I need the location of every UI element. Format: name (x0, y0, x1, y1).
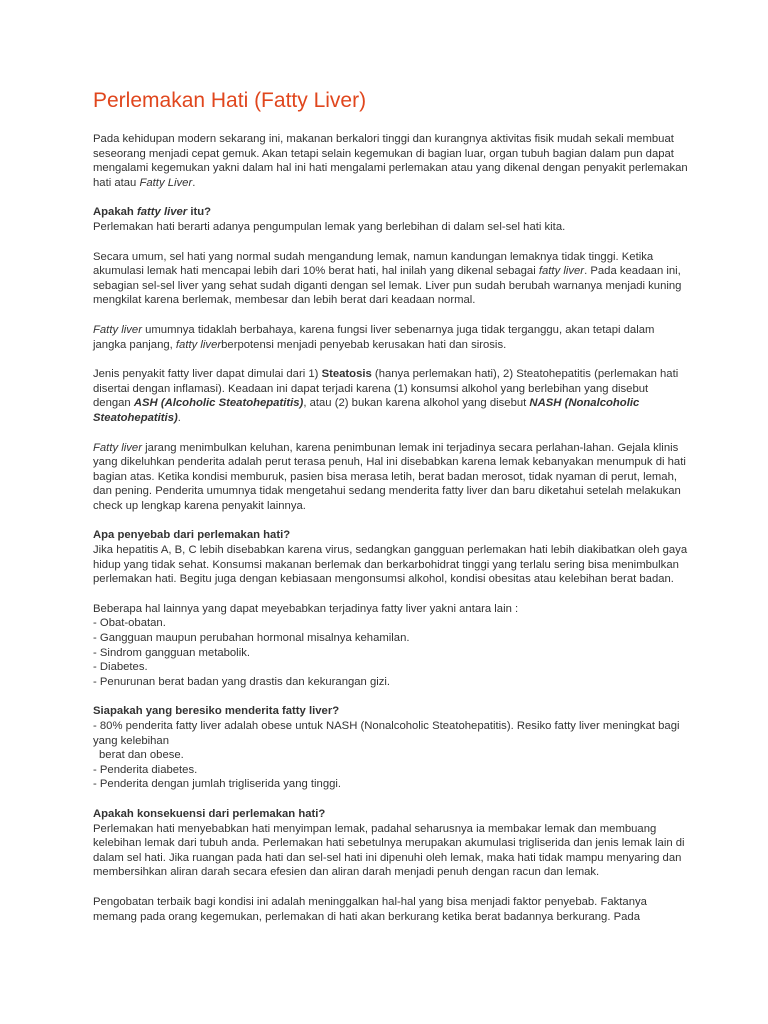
section-answer-causes: Jika hepatitis A, B, C lebih disebabkan karena virus, sedangkan gangguan perlemakan hati lebih diakibatkan oleh gaya hidup yang tidak sehat. Konsumsi makanan berlemak dan berkarbohidrat tinggi yang terlalu sering bisa menimbulkan perlemakan hati. Begitu juga dengan kebiasaan mengonsumsi alkohol, kondisi obesitas atau kelebihan berat badan. (93, 544, 688, 586)
text-emphasis: Fatty liver (93, 323, 142, 336)
text-emphasis: Fatty liver (93, 441, 142, 454)
risk-item-continued: berat dan obese. (99, 749, 184, 762)
causes-list (93, 616, 688, 689)
text-bold-italic: NASH (Nonalcoholic Steatohepatitis) (93, 397, 640, 424)
section-heading-consequence: Apakah konsekuensi dari perlemakan hati? (93, 807, 326, 820)
section-causes (93, 528, 688, 586)
text-bold-italic: ASH (Alcoholic Steatohepatitis) (133, 397, 304, 410)
text-run: , atau (2) bukan karena alkohol yang disebut (303, 397, 530, 410)
section-answer-what-is: Perlemakan hati berarti adanya pengumpulan lemak yang berlebihan di dalam sel-sel hati kita. (93, 220, 566, 233)
heading-part: itu? (187, 206, 212, 219)
list-item: - Obat-obatan. (93, 617, 166, 630)
section-heading-causes: Apa penyebab dari perlemakan hati? (93, 529, 291, 542)
intro-paragraph (93, 132, 688, 190)
text-emphasis: fatty liver (538, 265, 585, 278)
text-emphasis: fatty liver (175, 338, 222, 351)
section-what-is (93, 205, 688, 234)
risk-item: - Penderita diabetes. (93, 763, 198, 776)
section-heading-risk: Siapakah yang beresiko menderita fatty liver? (93, 705, 340, 718)
risk-item: - Penderita dengan jumlah trigliserida yang tinggi. (93, 778, 342, 791)
text-run: . (177, 411, 181, 424)
list-item: - Penurunan berat badan yang drastis dan kekurangan gizi. (93, 675, 391, 688)
paragraph-normal-liver (93, 250, 688, 308)
page-title: Perlemakan Hati (Fatty Liver) (93, 89, 367, 112)
section-heading-what-is (93, 205, 688, 220)
heading-emphasis: fatty liver (136, 206, 188, 219)
paragraph-types (93, 367, 688, 425)
causes-intro: Beberapa hal lainnya yang dapat meyebabkan terjadinya fatty liver yakni antara lain : (93, 602, 519, 615)
text-run: Secara umum, sel hati yang normal sudah mengandung lemak, namun kandungan lemaknya tidak tinggi. Ketika akumulasi lemak hati mencapai lebih dari 10% berat hati, hal inilah yang dikenal sebagai (93, 250, 654, 278)
list-item: - Gangguan maupun perubahan hormonal misalnya kehamilan. (93, 632, 410, 645)
text-bold: Steatosis (321, 368, 372, 381)
text-run: jarang menimbulkan keluhan, karena penimbunan lemak ini terjadinya secara perlahan-lahan. Gejala klinis yang dikeluhkan penderita adalah perut terasa penuh, Hal ini disebabkan karena lemak kebanyakan menumpuk di hati bagian atas. Ketika kondisi memburuk, pasien bisa merasa letih, berat badan merosot, tidak nyaman di perut, lemah, dan pening. Penderita umumnya tidak mengetahui sedang menderita fatty liver dan baru diketahui setelah melakukan check up lengkap karena penyakit lainnya. (93, 441, 686, 512)
text-run: Jenis penyakit fatty liver dapat dimulai dari 1) (93, 368, 322, 381)
paragraph-danger (93, 323, 688, 352)
paragraph-treatment: Pengobatan terbaik bagi kondisi ini adalah meninggalkan hal-hal yang bisa menjadi faktor penyebab. Faktanya memang pada orang kegemukan, perlemakan di hati akan berkurang ketika berat badannya berkurang. Pada (93, 895, 647, 923)
list-item: - Diabetes. (93, 661, 148, 674)
list-item: - Sindrom gangguan metabolik. (93, 646, 250, 659)
intro-text: Pada kehidupan modern sekarang ini, makanan berkalori tinggi dan kurangnya aktivitas fisik mudah sekali membuat seseorang menjadi cepat gemuk. Akan tetapi selain kegemukan di bagian luar, organ tubuh bagian dalam pun dapat mengalami kegemukan yakni dalam hal ini hati mengalami perlemakan atau yang dikenal dengan penyakit perlemakan hati atau (93, 133, 688, 189)
section-consequence (93, 807, 688, 880)
text-run: berpotensi menjadi penyebab kerusakan hati dan sirosis. (221, 338, 507, 351)
risk-item: - 80% penderita fatty liver adalah obese untuk NASH (Nonalcoholic Steatohepatitis). Resiko fatty liver meningkat bagi yang kelebihan (93, 720, 680, 747)
heading-part: Apakah (93, 206, 137, 219)
section-risk (93, 704, 688, 792)
paragraph-symptoms (93, 441, 688, 514)
text-run: (hanya perlemakan hati), 2) Steatohepatitis (perlemakan hati disertai dengan inflamasi). Keadaan ini dapat terjadi karena (1) konsumsi alkohol yang berlebihan yang disebut dengan (93, 368, 679, 410)
section-answer-consequence: Perlemakan hati menyebabkan hati menyimpan lemak, padahal seharusnya ia membakar lemak dan membuang kelebihan lemak dari tubuh anda. Perlemakan hati sebetulnya merupakan akumulasi trigliserida dan jenis lemak lain di dalam sel hati. Jika ruangan pada hati dan sel-sel hati ini dipenuhi oleh lemak, maka hati tidak mampu menyaring dan membersihkan aliran darah secara efesien dan aliran darah menjadi penuh dengan racun dan lemak. (93, 822, 685, 879)
text-run: umumnya tidaklah berbahaya, karena fungsi liver sebenarnya juga tidak terganggu, akan tetapi dalam jangka panjang, (93, 323, 655, 351)
text-run: . Pada keadaan ini, sebagian sel-sel liver yang sehat sudah diganti dengan sel lemak. Liver pun sudah berubah warnanya menjadi kuning mengkilat karena berlemak, membesar dan lebih berat dari keadaan normal. (93, 265, 682, 307)
intro-end: . (192, 176, 196, 189)
section-other-causes (93, 602, 688, 690)
intro-emphasis: Fatty Liver (139, 176, 193, 189)
